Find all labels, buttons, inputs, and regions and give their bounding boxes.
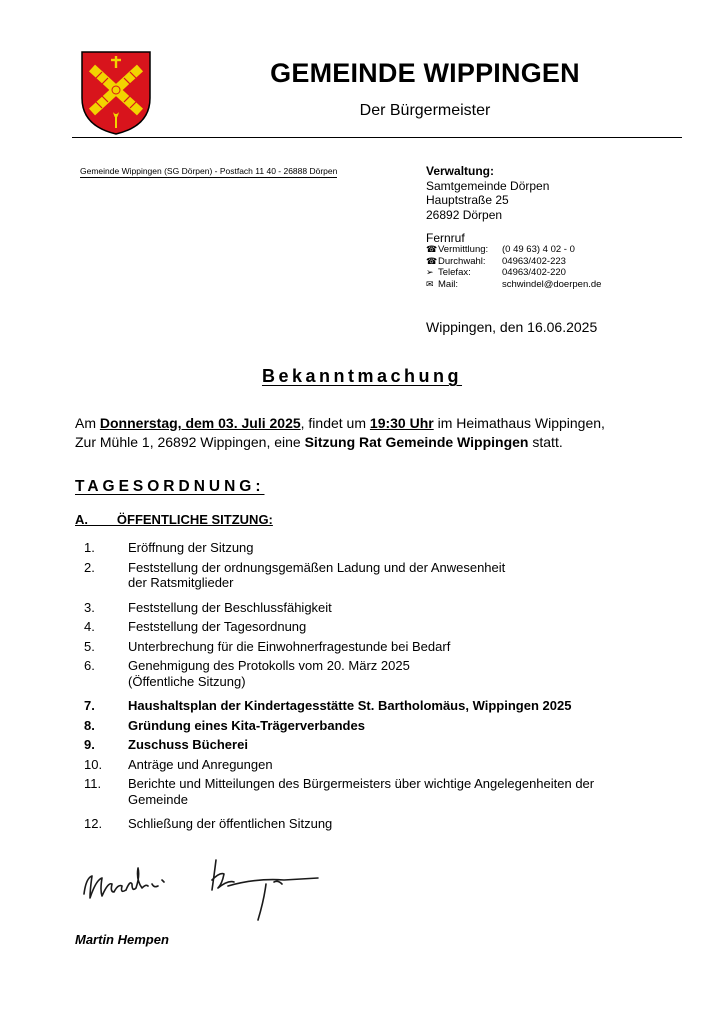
agenda-item-text: Schließung der öffentlichen Sitzung (128, 816, 333, 831)
contact-value: 04963/402-223 (502, 255, 566, 267)
agenda-item-number: 12. (84, 816, 103, 831)
agenda-item-text: Zuschuss Bücherei (128, 737, 248, 752)
agenda-item (75, 600, 675, 616)
contact-row (426, 267, 601, 279)
phone-heading: Fernruf (426, 231, 465, 245)
agenda-item (75, 718, 675, 734)
document-title-text: Bekanntmachung (261, 366, 463, 386)
municipal-crest (80, 50, 152, 136)
agenda-item-number: 11. (84, 776, 102, 791)
agenda-item-number: 3. (84, 599, 95, 615)
org-name: GEMEINDE WIPPINGEN (270, 58, 580, 88)
place-date: Wippingen, den 16.06.2025 (426, 319, 598, 335)
agenda-list (75, 540, 675, 836)
agenda-item-text: Gründung eines Kita-Trägerverbandes (128, 717, 365, 733)
section-heading: A. ÖFFENTLICHE SITZUNG: (75, 512, 273, 527)
agenda-item (75, 619, 675, 635)
contact-row (426, 256, 601, 268)
intro-text: im Heimathaus Wippingen, (433, 415, 605, 431)
meeting-name: Sitzung Rat Gemeinde Wippingen (304, 433, 529, 450)
meeting-time: 19:30 Uhr (369, 415, 434, 431)
agenda-item-text: Anträge und Anregungen (128, 756, 273, 772)
agenda-title: TAGESORDNUNG: (75, 478, 265, 495)
agenda-item-number: 6. (84, 658, 95, 673)
contact-value: 04963/402-220 (502, 267, 566, 279)
agenda-item-text: Haushaltsplan der Kindertagesstätte St. Bartholomäus, Wippingen 2025 (128, 698, 572, 713)
contact-row (426, 244, 601, 256)
agenda-item (75, 639, 675, 655)
contact-value: schwindel@doerpen.de (502, 278, 602, 290)
return-address: Gemeinde Wippingen (SG Dörpen) - Postfach 11 40 - 26888 Dörpen (80, 166, 338, 176)
header-divider (72, 137, 682, 138)
intro-text: statt. (528, 433, 563, 450)
agenda-item-text: Unterbrechung für die Einwohnerfragestunde bei Bedarf (128, 638, 451, 654)
intro-text: , findet um (300, 415, 370, 431)
contact-row (426, 279, 601, 291)
agenda-item (75, 757, 675, 773)
agenda-item (75, 540, 675, 556)
contact-label: Durchwahl: (438, 255, 486, 267)
agenda-item-text: Feststellung der Beschlussfähigkeit (128, 599, 332, 615)
mail-icon: ✉ (426, 278, 434, 289)
admin-label: Verwaltung: (426, 164, 495, 178)
intro-text: Zur Mühle 1, 26892 Wippingen, eine (75, 433, 305, 450)
fax-arrow-icon: ➢ (426, 267, 434, 278)
agenda-item-number: 2. (84, 559, 95, 575)
agenda-item-text: Feststellung der ordnungsgemäßen Ladung und der Anwesenheit der Ratsmitglieder (128, 559, 506, 590)
agenda-item (75, 658, 675, 689)
admin-line: 26892 Dörpen (426, 207, 503, 222)
contact-value: (0 49 63) 4 02 - 0 (502, 244, 575, 255)
org-subtitle: Der Bürgermeister (359, 102, 491, 119)
phone-icon: ☎ (426, 255, 438, 266)
admin-line: Samtgemeinde Dörpen (426, 178, 550, 193)
phone-icon: ☎ (426, 244, 438, 254)
intro-paragraph (75, 414, 695, 451)
meeting-date: Donnerstag, dem 03. Juli 2025 (99, 415, 301, 431)
agenda-item-number: 7. (84, 698, 95, 713)
agenda-item-number: 8. (84, 717, 95, 733)
agenda-item (75, 560, 675, 591)
document-title (0, 366, 724, 387)
agenda-item-number: 5. (84, 638, 95, 654)
agenda-item-text: Feststellung der Tagesordnung (128, 619, 307, 634)
agenda-item-number: 4. (84, 619, 95, 634)
contact-label: Mail: (438, 278, 459, 290)
agenda-item-number: 9. (84, 737, 95, 752)
signer-name: Martin Hempen (75, 932, 169, 947)
agenda-item-text: Genehmigung des Protokolls vom 20. März 2025 (Öffentliche Sitzung) (128, 658, 410, 689)
admin-line: Hauptstraße 25 (426, 193, 509, 207)
agenda-item (75, 776, 675, 807)
contact-label: Telefax: (438, 267, 471, 279)
agenda-item-text: Berichte und Mitteilungen des Bürgermeisters über wichtige Angelegenheiten der Gemeinde (128, 776, 595, 807)
agenda-item (75, 737, 675, 753)
contact-list (426, 244, 601, 290)
agenda-item (75, 698, 675, 714)
agenda-item-text: Eröffnung der Sitzung (128, 540, 254, 555)
intro-text: Am (75, 415, 100, 431)
agenda-item-number: 1. (84, 540, 95, 555)
admin-address (426, 164, 549, 222)
contact-label: Vermittlung: (438, 244, 489, 255)
handwritten-signature (78, 850, 338, 930)
agenda-item (75, 816, 675, 832)
agenda-item-number: 10. (84, 756, 103, 772)
